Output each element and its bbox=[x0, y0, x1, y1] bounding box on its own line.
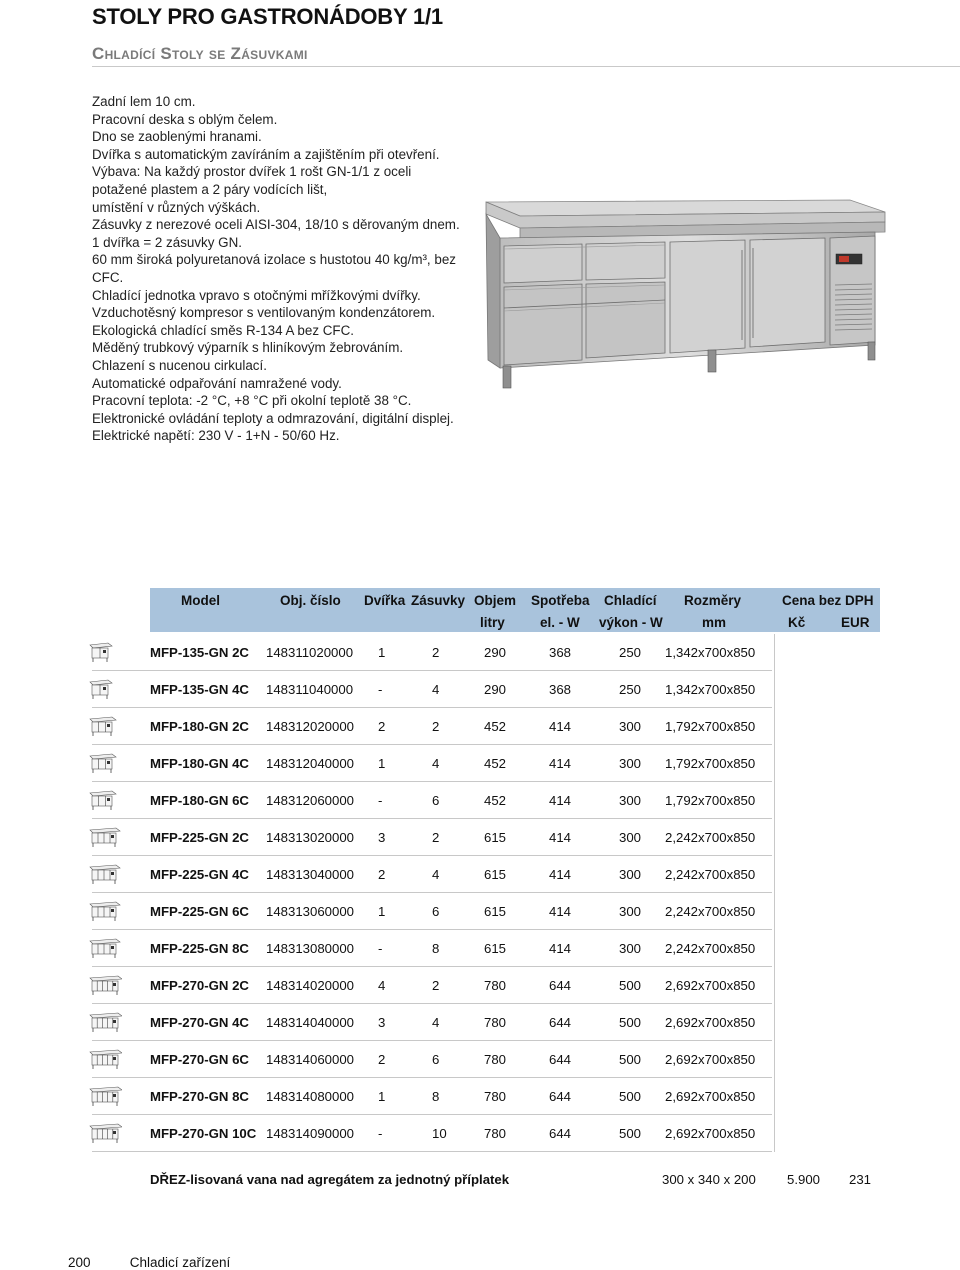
volume-cell: 452 bbox=[484, 756, 507, 771]
col-cooling-unit: výkon - W bbox=[599, 615, 663, 630]
doors-cell: 2 bbox=[378, 1052, 386, 1067]
table-row bbox=[0, 930, 960, 967]
price-cell bbox=[774, 819, 880, 856]
description-line: Elektrické napětí: 230 V - 1+N - 50/60 Hz. bbox=[92, 428, 340, 444]
doors-cell: 2 bbox=[378, 719, 386, 734]
model-thumbnail-icon bbox=[88, 859, 122, 887]
power-cell: 414 bbox=[549, 756, 572, 771]
doors-cell: - bbox=[378, 1126, 383, 1141]
order-number-cell: 148313040000 bbox=[266, 867, 355, 882]
col-price-czk: Kč bbox=[788, 615, 806, 630]
cooling-cell: 300 bbox=[619, 941, 642, 956]
price-cell bbox=[774, 856, 880, 893]
doors-cell: - bbox=[378, 793, 383, 808]
table-row bbox=[0, 893, 960, 930]
model-thumbnail-icon bbox=[88, 785, 122, 813]
model-thumbnail-icon bbox=[88, 822, 122, 850]
addon-label: DŘEZ-lisovaná vana nad agregátem za jednotný příplatek bbox=[150, 1172, 510, 1187]
col-drawers: Zásuvky bbox=[411, 593, 466, 608]
col-model: Model bbox=[181, 593, 220, 608]
dimensions-cell: 1,792x700x850 bbox=[665, 756, 756, 771]
model-thumbnail-icon bbox=[88, 970, 122, 998]
drawers-cell: 2 bbox=[432, 719, 440, 734]
description-line: Automatické odpařování namražené vody. bbox=[92, 375, 342, 391]
power-cell: 644 bbox=[549, 978, 572, 993]
price-cell bbox=[774, 967, 880, 1004]
row-divider bbox=[92, 1151, 772, 1152]
page-number: 200 bbox=[68, 1255, 91, 1270]
drawers-cell: 6 bbox=[432, 1052, 440, 1067]
order-number-cell: 148311040000 bbox=[266, 682, 354, 697]
dimensions-cell: 2,242x700x850 bbox=[665, 904, 756, 919]
table-row bbox=[0, 1041, 960, 1078]
power-cell: 414 bbox=[549, 941, 572, 956]
col-volume-unit: litry bbox=[480, 615, 505, 630]
price-cell bbox=[774, 671, 880, 708]
drawers-cell: 4 bbox=[432, 867, 440, 882]
description-line: Pracovní deska s oblým čelem. bbox=[92, 111, 278, 127]
table-row bbox=[0, 745, 960, 782]
description-line: Ekologická chladící směs R-134 A bez CFC. bbox=[92, 322, 354, 338]
col-cooling: Chladící bbox=[604, 593, 657, 608]
price-cell bbox=[774, 745, 880, 782]
volume-cell: 615 bbox=[484, 941, 507, 956]
drawers-cell: 8 bbox=[432, 1089, 440, 1104]
volume-cell: 780 bbox=[484, 1126, 507, 1141]
col-order-number: Obj. číslo bbox=[280, 593, 341, 608]
description-line: Vzduchotěsný kompresor s ventilovaným kondenzátorem. bbox=[92, 305, 436, 321]
description-line: Chladící jednotka vpravo s otočnými mřížkovými dvířky. bbox=[92, 287, 421, 303]
table-row bbox=[0, 1078, 960, 1115]
model-thumbnail-icon bbox=[88, 637, 122, 665]
drawers-cell: 4 bbox=[432, 1015, 440, 1030]
volume-cell: 780 bbox=[484, 1089, 507, 1104]
price-cell bbox=[774, 1078, 880, 1115]
drawers-cell: 6 bbox=[432, 793, 440, 808]
model-cell: MFP-225-GN 8C bbox=[150, 941, 249, 956]
model-cell: MFP-225-GN 2C bbox=[150, 830, 249, 845]
volume-cell: 780 bbox=[484, 978, 507, 993]
power-cell: 644 bbox=[549, 1015, 572, 1030]
cooling-cell: 250 bbox=[619, 682, 642, 697]
dimensions-cell: 2,692x700x850 bbox=[665, 1052, 756, 1067]
power-cell: 644 bbox=[549, 1052, 572, 1067]
model-cell: MFP-135-GN 4C bbox=[150, 682, 249, 697]
drawers-cell: 6 bbox=[432, 904, 440, 919]
drawers-cell: 4 bbox=[432, 756, 440, 771]
description-line: Dvířka s automatickým zavíráním a zajištěním při otevření. bbox=[92, 146, 440, 162]
drawers-cell: 10 bbox=[432, 1126, 447, 1141]
price-cell bbox=[774, 782, 880, 819]
addon-price-eur: 231 bbox=[849, 1172, 872, 1187]
dimensions-cell: 2,692x700x850 bbox=[665, 1015, 756, 1030]
dimensions-cell: 1,792x700x850 bbox=[665, 793, 756, 808]
order-number-cell: 148312040000 bbox=[266, 756, 355, 771]
table-row bbox=[0, 967, 960, 1004]
cooling-cell: 500 bbox=[619, 1126, 642, 1141]
dimensions-cell: 2,242x700x850 bbox=[665, 830, 756, 845]
model-cell: MFP-225-GN 4C bbox=[150, 867, 249, 882]
col-doors: Dvířka bbox=[364, 593, 406, 608]
cooling-cell: 500 bbox=[619, 978, 642, 993]
drawers-cell: 2 bbox=[432, 978, 440, 993]
col-price: Cena bez DPH bbox=[782, 593, 874, 608]
order-number-cell: 148313020000 bbox=[266, 830, 355, 845]
model-thumbnail-icon bbox=[88, 896, 122, 924]
cooling-cell: 300 bbox=[619, 867, 642, 882]
power-cell: 368 bbox=[549, 682, 572, 697]
doors-cell: 1 bbox=[378, 645, 386, 660]
table-row bbox=[0, 856, 960, 893]
addon-row bbox=[150, 1172, 890, 1190]
cooling-cell: 500 bbox=[619, 1015, 642, 1030]
dimensions-cell: 2,692x700x850 bbox=[665, 978, 756, 993]
cooling-cell: 500 bbox=[619, 1052, 642, 1067]
table-row bbox=[0, 819, 960, 856]
addon-price-czk: 5.900 bbox=[787, 1172, 821, 1187]
power-cell: 414 bbox=[549, 719, 572, 734]
price-cell bbox=[774, 893, 880, 930]
description-line: potažené plastem a 2 páry vodících lišt, bbox=[92, 181, 328, 197]
col-dimensions-unit: mm bbox=[702, 615, 727, 630]
dimensions-cell: 2,692x700x850 bbox=[665, 1126, 756, 1141]
order-number-cell: 148314020000 bbox=[266, 978, 355, 993]
power-cell: 644 bbox=[549, 1126, 572, 1141]
table-header bbox=[150, 588, 880, 632]
description-block bbox=[92, 93, 472, 445]
power-cell: 414 bbox=[549, 830, 572, 845]
model-cell: MFP-270-GN 2C bbox=[150, 978, 249, 993]
description-line: 60 mm široká polyuretanová izolace s hustotou 40 kg/m³, bez bbox=[92, 252, 456, 268]
cooling-cell: 300 bbox=[619, 793, 642, 808]
table-row bbox=[0, 1115, 960, 1152]
order-number-cell: 148312060000 bbox=[266, 793, 355, 808]
model-cell: MFP-225-GN 6C bbox=[150, 904, 249, 919]
dimensions-cell: 1,792x700x850 bbox=[665, 719, 756, 734]
model-thumbnail-icon bbox=[88, 711, 122, 739]
dimensions-cell: 2,242x700x850 bbox=[665, 941, 756, 956]
description-line: Zásuvky z nerezové oceli AISI-304, 18/10 s děrovaným dnem. bbox=[92, 217, 460, 233]
order-number-cell: 148314040000 bbox=[266, 1015, 355, 1030]
footer-section: Chladicí zařízení bbox=[129, 1255, 231, 1270]
col-power: Spotřeba bbox=[531, 593, 590, 608]
model-thumbnail-icon bbox=[88, 933, 122, 961]
col-power-unit: el. - W bbox=[540, 615, 580, 630]
cooling-cell: 300 bbox=[619, 830, 642, 845]
table-row bbox=[0, 708, 960, 745]
section-title: Chladící Stoly se Zásuvkami bbox=[92, 44, 308, 63]
model-cell: MFP-135-GN 2C bbox=[150, 645, 249, 660]
order-number-cell: 148314060000 bbox=[266, 1052, 355, 1067]
description-line: Dno se zaoblenými hranami. bbox=[92, 129, 262, 145]
drawers-cell: 8 bbox=[432, 941, 440, 956]
title-divider bbox=[92, 66, 960, 67]
description-line: 1 dvířka = 2 zásuvky GN. bbox=[92, 234, 242, 250]
description-line: Výbava: Na každý prostor dvířek 1 rošt GN-1/1 z oceli bbox=[92, 164, 412, 180]
cooling-cell: 300 bbox=[619, 719, 642, 734]
model-cell: MFP-180-GN 2C bbox=[150, 719, 249, 734]
model-thumbnail-icon bbox=[88, 1007, 122, 1035]
dimensions-cell: 1,342x700x850 bbox=[665, 682, 756, 697]
description-line: Elektronické ovládání teploty a odmrazování, digitální displej. bbox=[92, 410, 454, 426]
description-line: umístění v různých výškách. bbox=[92, 199, 261, 215]
doors-cell: 3 bbox=[378, 830, 386, 845]
order-number-cell: 148314090000 bbox=[266, 1126, 355, 1141]
order-number-cell: 148314080000 bbox=[266, 1089, 355, 1104]
power-cell: 368 bbox=[549, 645, 572, 660]
power-cell: 644 bbox=[549, 1089, 572, 1104]
volume-cell: 780 bbox=[484, 1052, 507, 1067]
order-number-cell: 148313060000 bbox=[266, 904, 355, 919]
drawers-cell: 2 bbox=[432, 645, 440, 660]
model-cell: MFP-270-GN 4C bbox=[150, 1015, 249, 1030]
description-line: Pracovní teplota: -2 °C, +8 °C při okolní teplotě 38 °C. bbox=[92, 393, 412, 409]
description-line: Chlazení s nucenou cirkulací. bbox=[92, 357, 267, 373]
doors-cell: 1 bbox=[378, 756, 386, 771]
volume-cell: 452 bbox=[484, 793, 507, 808]
table-row bbox=[0, 782, 960, 819]
description-line: CFC. bbox=[92, 269, 124, 285]
model-cell: MFP-270-GN 8C bbox=[150, 1089, 249, 1104]
power-cell: 414 bbox=[549, 867, 572, 882]
price-cell bbox=[774, 1041, 880, 1078]
model-cell: MFP-180-GN 6C bbox=[150, 793, 249, 808]
table-row bbox=[0, 671, 960, 708]
volume-cell: 615 bbox=[484, 830, 507, 845]
doors-cell: - bbox=[378, 941, 383, 956]
dimensions-cell: 1,342x700x850 bbox=[665, 645, 756, 660]
page-footer bbox=[68, 1255, 230, 1270]
cooling-cell: 250 bbox=[619, 645, 642, 660]
model-thumbnail-icon bbox=[88, 1081, 122, 1109]
model-cell: MFP-270-GN 6C bbox=[150, 1052, 249, 1067]
cooling-cell: 300 bbox=[619, 904, 642, 919]
table-row bbox=[0, 1004, 960, 1041]
col-dimensions: Rozměry bbox=[684, 593, 742, 608]
model-thumbnail-icon bbox=[88, 1044, 122, 1072]
product-image bbox=[480, 190, 900, 395]
doors-cell: 3 bbox=[378, 1015, 386, 1030]
volume-cell: 615 bbox=[484, 904, 507, 919]
power-cell: 414 bbox=[549, 793, 572, 808]
doors-cell: - bbox=[378, 682, 383, 697]
power-cell: 414 bbox=[549, 904, 572, 919]
col-volume: Objem bbox=[474, 593, 517, 608]
drawers-cell: 2 bbox=[432, 830, 440, 845]
model-thumbnail-icon bbox=[88, 1118, 122, 1146]
volume-cell: 290 bbox=[484, 645, 507, 660]
order-number-cell: 148311020000 bbox=[266, 645, 354, 660]
col-price-eur: EUR bbox=[841, 615, 870, 630]
volume-cell: 290 bbox=[484, 682, 507, 697]
description-line: Měděný trubkový výparník s hliníkovým žebrováním. bbox=[92, 340, 404, 356]
doors-cell: 1 bbox=[378, 904, 386, 919]
description-line: Zadní lem 10 cm. bbox=[92, 94, 196, 109]
doors-cell: 4 bbox=[378, 978, 386, 993]
cooling-cell: 300 bbox=[619, 756, 642, 771]
volume-cell: 615 bbox=[484, 867, 507, 882]
price-cell bbox=[774, 634, 880, 671]
model-cell: MFP-180-GN 4C bbox=[150, 756, 249, 771]
page-title: STOLY PRO GASTRONÁDOBY 1/1 bbox=[92, 4, 443, 29]
table-row bbox=[0, 634, 960, 671]
price-cell bbox=[774, 1004, 880, 1041]
order-number-cell: 148312020000 bbox=[266, 719, 355, 734]
drawers-cell: 4 bbox=[432, 682, 440, 697]
volume-cell: 780 bbox=[484, 1015, 507, 1030]
volume-cell: 452 bbox=[484, 719, 507, 734]
model-cell: MFP-270-GN 10C bbox=[150, 1126, 257, 1141]
order-number-cell: 148313080000 bbox=[266, 941, 355, 956]
doors-cell: 1 bbox=[378, 1089, 386, 1104]
dimensions-cell: 2,692x700x850 bbox=[665, 1089, 756, 1104]
price-cell bbox=[774, 1115, 880, 1152]
dimensions-cell: 2,242x700x850 bbox=[665, 867, 756, 882]
doors-cell: 2 bbox=[378, 867, 386, 882]
addon-dimensions: 300 x 340 x 200 bbox=[662, 1172, 756, 1187]
model-thumbnail-icon bbox=[88, 674, 122, 702]
price-cell bbox=[774, 930, 880, 967]
cooling-cell: 500 bbox=[619, 1089, 642, 1104]
price-cell bbox=[774, 708, 880, 745]
model-thumbnail-icon bbox=[88, 748, 122, 776]
